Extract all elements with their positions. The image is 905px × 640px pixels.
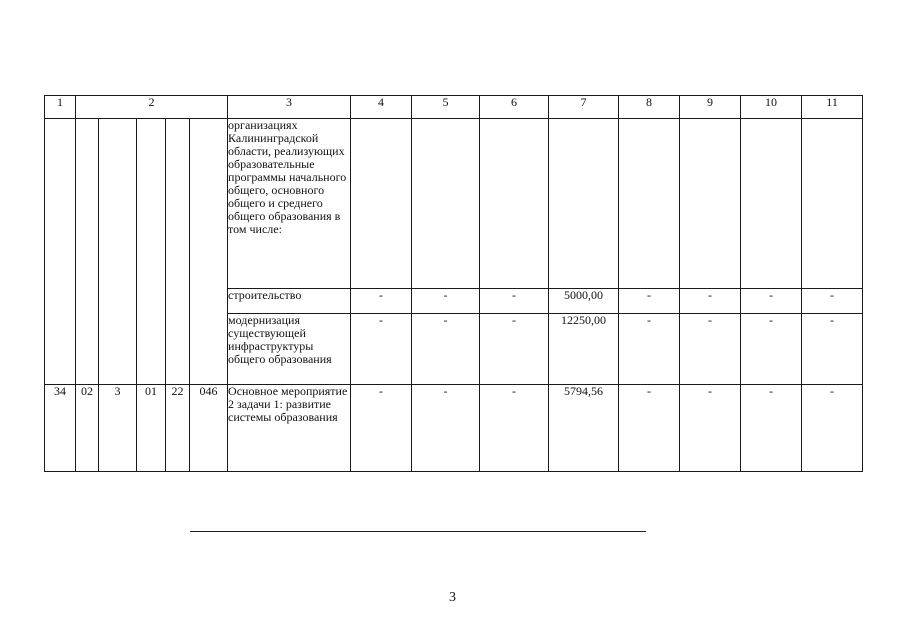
row-description: строительство [228, 289, 351, 314]
header-col-3: 3 [228, 96, 351, 119]
value-cell: - [619, 385, 680, 472]
header-col-1: 1 [45, 96, 76, 119]
value-cell [412, 119, 480, 289]
code-cell [190, 289, 228, 314]
separator-line [190, 531, 646, 532]
code-cell [45, 314, 76, 385]
value-cell [741, 119, 802, 289]
header-col-11: 11 [802, 96, 863, 119]
value-cell: - [412, 289, 480, 314]
value-cell: - [351, 314, 412, 385]
header-row [45, 96, 863, 119]
code-cell [166, 119, 190, 289]
header-col-10: 10 [741, 96, 802, 119]
value-cell: 5794,56 [549, 385, 619, 472]
value-cell: 5000,00 [549, 289, 619, 314]
budget-table [44, 95, 863, 472]
value-cell: - [802, 385, 863, 472]
value-cell: 12250,00 [549, 314, 619, 385]
code-cell [137, 119, 166, 289]
code-cell [99, 289, 137, 314]
value-cell: - [741, 385, 802, 472]
code-cell [166, 289, 190, 314]
value-cell: - [480, 289, 549, 314]
code-cell [166, 314, 190, 385]
page-number: 3 [449, 590, 456, 605]
value-cell: - [412, 385, 480, 472]
table-row [45, 385, 863, 472]
header-col-5: 5 [412, 96, 480, 119]
value-cell [802, 119, 863, 289]
value-cell: - [680, 314, 741, 385]
code-cell [137, 289, 166, 314]
header-col-4: 4 [351, 96, 412, 119]
value-cell [549, 119, 619, 289]
code-cell: 046 [190, 385, 228, 472]
value-cell: - [480, 314, 549, 385]
code-cell [99, 314, 137, 385]
code-cell [45, 289, 76, 314]
code-cell: 3 [99, 385, 137, 472]
value-cell: - [480, 385, 549, 472]
value-cell: - [351, 385, 412, 472]
code-cell [190, 314, 228, 385]
code-cell [190, 119, 228, 289]
row-description: Основное мероприятие 2 задачи 1: развитие системы образования [228, 385, 351, 472]
value-cell [351, 119, 412, 289]
value-cell: - [741, 314, 802, 385]
value-cell: - [741, 289, 802, 314]
value-cell: - [412, 314, 480, 385]
code-cell: 01 [137, 385, 166, 472]
code-cell [76, 119, 99, 289]
value-cell [619, 119, 680, 289]
code-cell [45, 119, 76, 289]
code-cell: 22 [166, 385, 190, 472]
row-number: 34 [45, 385, 76, 472]
header-col-6: 6 [480, 96, 549, 119]
table-row [45, 289, 863, 314]
value-cell [480, 119, 549, 289]
value-cell: - [802, 289, 863, 314]
header-col-7: 7 [549, 96, 619, 119]
header-col-2: 2 [76, 96, 228, 119]
header-col-9: 9 [680, 96, 741, 119]
value-cell: - [802, 314, 863, 385]
code-cell [137, 314, 166, 385]
table-row [45, 119, 863, 289]
table-row [45, 314, 863, 385]
value-cell: - [619, 314, 680, 385]
value-cell: - [680, 385, 741, 472]
value-cell: - [619, 289, 680, 314]
value-cell [680, 119, 741, 289]
value-cell: - [351, 289, 412, 314]
row-description: модернизация существующей инфраструктуры общего образования [228, 314, 351, 385]
row-description: организациях Калининградской области, реализующих образовательные программы начального общего, основного общего и среднего общего образования в том числе: [228, 119, 351, 289]
code-cell [76, 314, 99, 385]
code-cell: 02 [76, 385, 99, 472]
value-cell: - [680, 289, 741, 314]
code-cell [76, 289, 99, 314]
code-cell [99, 119, 137, 289]
header-col-8: 8 [619, 96, 680, 119]
